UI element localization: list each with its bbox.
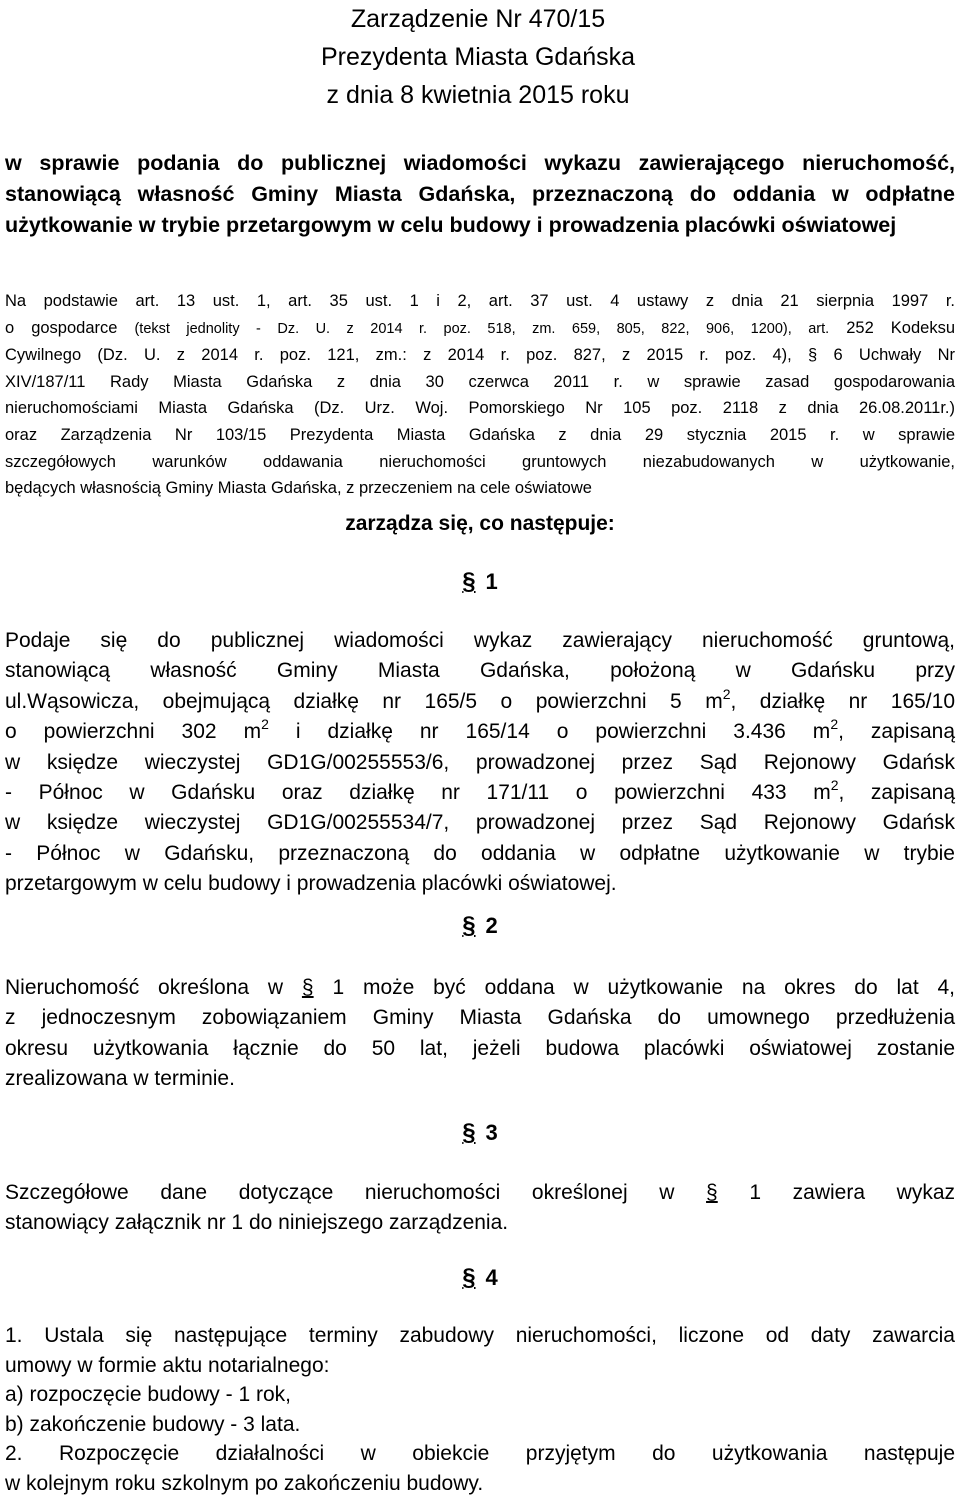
section-number: 3 bbox=[485, 1120, 498, 1145]
legal-basis-line: oraz Zarządzenia Nr 103/15 Prezydenta Miasta Gdańska z dnia 29 stycznia 2015 r. w sprawie bbox=[5, 425, 955, 444]
issue-date: z dnia 8 kwietnia 2015 roku bbox=[326, 81, 630, 109]
superscript: 2 bbox=[722, 685, 731, 702]
text-fragment: Szczegółowe dane dotyczące nieruchomości określonej w bbox=[5, 1181, 707, 1204]
section-2-text bbox=[5, 973, 955, 1095]
section-heading-1 bbox=[0, 568, 960, 596]
text-line: 1. Ustala się następujące terminy zabudowy nieruchomości, liczone od daty zawarcia bbox=[5, 1324, 955, 1347]
section-reference: § bbox=[706, 1181, 718, 1204]
text-line bbox=[5, 687, 955, 717]
legal-basis-line: będących własnością Gminy Miasta Gdańska, z przeczeniem na cele oświatowe bbox=[5, 479, 592, 498]
text-line bbox=[5, 1178, 955, 1208]
section-number: 4 bbox=[485, 1265, 498, 1290]
legal-basis-line: Na podstawie art. 13 ust. 1, art. 35 ust. 1 i 2, art. 37 ust. 4 ustawy z dnia 21 sierpnia 1997 r. bbox=[5, 292, 955, 310]
legal-basis-line bbox=[5, 315, 955, 343]
text-fragment: Nieruchomość określona w bbox=[5, 976, 302, 999]
text-fragment: i działkę nr 165/14 o powierzchni 3.436 m bbox=[268, 720, 831, 744]
decree-heading: zarządza się, co następuje: bbox=[345, 512, 615, 535]
legal-basis-line: szczegółowych warunków oddawania nieruchomości gruntowych niezabudowanych w użytkowanie, bbox=[5, 452, 955, 471]
text-fragment: o powierzchni 302 m bbox=[5, 720, 262, 744]
text-line: w kolejnym roku szkolnym po zakończeniu budowy. bbox=[5, 1471, 484, 1495]
legal-basis-line: XIV/187/11 Rady Miasta Gdańska z dnia 30 czerwca 2011 r. w sprawie zasad gospodarowania bbox=[5, 372, 955, 391]
ordinance-subject: w sprawie podania do publicznej wiadomości wykazu zawierającego nieruchomość, stanowiącą własność Gminy Miasta Gdańska, przeznaczoną do oddania w odpłatne użytkowanie w trybie przetargowym w celu budowy i prowadzenia placówki oświatowej bbox=[5, 151, 955, 237]
text-line: a) rozpoczęcie budowy - 1 rok, bbox=[5, 1383, 291, 1407]
issuer-title: Prezydenta Miasta Gdańska bbox=[320, 43, 636, 71]
section-number: 2 bbox=[485, 913, 498, 938]
text-line: przetargowym w celu budowy i prowadzenia placówki oświatowej. bbox=[5, 872, 617, 896]
section-heading-3 bbox=[0, 1119, 960, 1147]
text-line: okresu użytkowania łącznie do 50 lat, jeżeli budowa placówki oświatowej zostanie bbox=[5, 1036, 955, 1060]
section-symbol: § bbox=[462, 1119, 476, 1146]
text-line bbox=[5, 778, 955, 808]
section-heading-4 bbox=[0, 1264, 960, 1292]
section-reference: § bbox=[301, 976, 314, 999]
text-fragment: , działkę nr 165/10 bbox=[730, 689, 955, 713]
text-line: z jednoczesnym zobowiązaniem Gminy Miasta Gdańska do umownego przedłużenia bbox=[5, 1006, 955, 1030]
text-fragment: , zapisaną bbox=[838, 720, 955, 744]
text-line: b) zakończenie budowy - 3 lata. bbox=[5, 1412, 301, 1436]
text-line: 2. Rozpoczęcie działalności w obiekcie przyjętym do użytkowania następuje bbox=[5, 1442, 955, 1466]
superscript: 2 bbox=[261, 716, 269, 733]
section-symbol: § bbox=[462, 568, 476, 595]
section-1-text bbox=[5, 626, 955, 900]
text-fragment: ul.Wąsowicza, obejmującą działkę nr 165/5 o powierzchni 5 m bbox=[5, 689, 723, 713]
text-line: - Północ w Gdańsku, przeznaczoną do oddania w odpłatne użytkowanie w trybie bbox=[5, 841, 955, 865]
text-fragment: , zapisaną bbox=[838, 781, 955, 805]
text-line: stanowiący załącznik nr 1 do niniejszego zarządzenia. bbox=[5, 1211, 509, 1235]
section-symbol: § bbox=[462, 1264, 476, 1291]
legal-basis-line: Cywilnego (Dz. U. z 2014 r. poz. 121, zm.: z 2014 r. poz. 827, z 2015 r. poz. 4), § 6 Uchwały Nr bbox=[5, 346, 955, 365]
section-number: 1 bbox=[485, 569, 498, 594]
text-line: w księdze wieczystej GD1G/00255553/6, prowadzonej przez Sąd Rejonowy Gdańsk bbox=[5, 750, 955, 774]
text-line bbox=[5, 973, 955, 1003]
section-3-text bbox=[5, 1178, 955, 1239]
text-fragment: 1 może być oddana w użytkowanie na okres do lat 4, bbox=[313, 976, 956, 999]
section-4-text bbox=[5, 1321, 955, 1499]
superscript: 2 bbox=[830, 777, 839, 794]
legal-basis-line: nieruchomościami Miasta Gdańska (Dz. Urz. Woj. Pomorskiego Nr 105 poz. 2118 z dnia 26.08.2011r.) bbox=[5, 399, 955, 418]
superscript: 2 bbox=[830, 716, 839, 733]
text-line: Podaje się do publicznej wiadomości wykaz zawierający nieruchomość gruntową, bbox=[5, 629, 955, 652]
text-line: umowy w formie aktu notarialnego: bbox=[5, 1353, 330, 1377]
text-fragment: - Północ w Gdańsku oraz działkę nr 171/11 o powierzchni 433 m bbox=[5, 781, 831, 805]
section-symbol: § bbox=[462, 912, 476, 939]
legal-basis-text: (tekst jednolity - Dz. U. z 2014 r. poz. 518, zm. 659, 805, 822, 906, 1200), art. bbox=[134, 320, 830, 337]
document-header bbox=[178, 0, 778, 114]
legal-basis-text: 252 Kodeksu bbox=[846, 318, 955, 337]
text-line bbox=[5, 717, 955, 747]
text-fragment: 1 zawiera wykaz bbox=[717, 1181, 955, 1204]
text-line: stanowiącą własność Gminy Miasta Gdańska, położoną w Gdańsku przy bbox=[5, 659, 955, 683]
ordinance-number: Zarządzenie Nr 470/15 bbox=[350, 5, 606, 33]
text-line: zrealizowana w terminie. bbox=[5, 1067, 235, 1091]
section-heading-2 bbox=[0, 912, 960, 940]
legal-basis-text: o gospodarce bbox=[5, 318, 118, 337]
legal-basis bbox=[5, 288, 955, 502]
text-line: w księdze wieczystej GD1G/00255534/7, prowadzonej przez Sąd Rejonowy Gdańsk bbox=[5, 811, 955, 835]
